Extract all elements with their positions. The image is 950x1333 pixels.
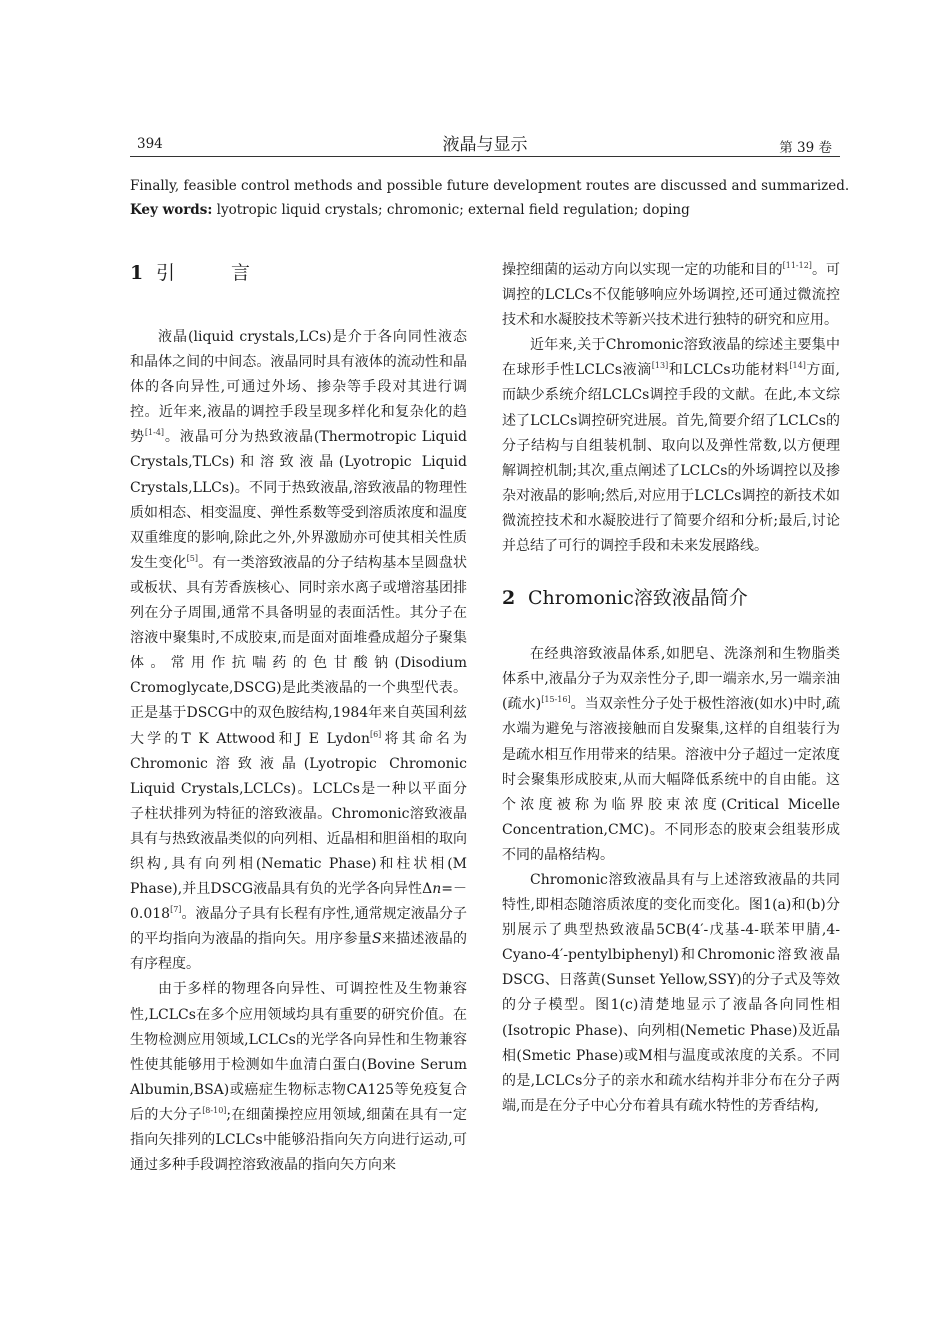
citation: [11-12] xyxy=(782,261,812,270)
paragraph: Chromonic溶致液晶具有与上述溶致液晶的共同特性,即相态随溶质浓度的变化而变化。图1(a)和(b)分别展示了典型热致液晶5CB(4′-戊基-4-联苯甲腈,4-Cyano-4′-pentylbiphenyl)和Chromonic溶致液晶DSCG、日落黄(Sunset Yellow,SSY)的分子式及等效的分子模型。图1(c)清楚地显示了液晶各向同性相(Isotropic Phase)、向列相(Nemetic Phase)及近晶相(Smetic Phase)或M相与温度或浓度的关系。不同的是,LCLCs分子的亲水和疏水结构并非分布在分子两端,而是在分子中心分布着具有疏水特性的芳香结构, xyxy=(502,871,840,1114)
right-column xyxy=(502,258,840,1119)
citation: [7] xyxy=(170,905,182,915)
section-title: Chromonic溶致液晶简介 xyxy=(528,587,748,610)
citation: [8-10] xyxy=(202,1105,227,1115)
left-column xyxy=(130,258,467,1178)
math-variable: n xyxy=(432,881,442,898)
running-header xyxy=(130,128,840,157)
keywords-line xyxy=(130,198,840,222)
page-number: 394 xyxy=(137,136,163,152)
section-heading-chromonic xyxy=(502,583,840,617)
section-number: 1 xyxy=(130,262,144,284)
paragraph: 由于多样的物理各向异性、可调控性及生物兼容性,LCLCs在多个应用领域均具有重要的研究价值。在生物检测应用领域,LCLCs的光学各向异性和生物兼容性使其能够用于检测如牛血清白蛋白(Bovine Serum Albumin,BSA)或癌症生物标志物CA125等免疫复合后的大分子[8-10];在细菌操控应用领域,细菌在具有一定指向矢排列的LCLCs中能够沿指向矢方向进行运动,可通过多种手段调控溶致液晶的指向矢方向来 xyxy=(130,981,467,1174)
section-title: 引言 xyxy=(156,262,307,284)
citation: [6] xyxy=(369,729,382,739)
citation: [13] xyxy=(651,361,669,371)
paragraph: 液晶(liquid crystals,LCs)是介于各向同性液态和晶体之间的中间态。液晶同时具有液体的流动性和晶体的各向异性,可通过外场、掺杂等手段对其进行调控。近年来,液晶的调控手段呈现多样化和复杂化的趋势[1-4]。液晶可分为热致液晶(Thermotropic Liquid Crystals,TLCs)和溶致液晶(Lyotropic Liquid Crystals,LLCs)。不同于热致液晶,溶致液晶的物理性质如相态、相变温度、弹性系数等受到溶质浓度和温度双重维度的影响,除此之外,外界激励亦可使其相关性质发生变化[5]。有一类溶致液晶的分子结构基本呈圆盘状或板状、具有芳香族核心、同时亲水离子或增溶基团排列在分子周围,通常不具备明显的表面活性。其分子在溶液中聚集时,不成胶束,而是面对面堆叠成超分子聚集体。常用作抗喘药的色甘酸钠(Disodium Cromoglycate,DSCG)是此类液晶的一个典型代表。正是基于DSCG中的双色胺结构,1984年来自英国利兹大学的T K Attwood和J E Lydon[6]将其命名为Chromonic溶致液晶(Lyotropic Chromonic Liquid Crystals,LCLCs)。LCLCs是一种以平面分子柱状排列为特征的溶致液晶。Chromonic溶致液晶具有与热致液晶类似的向列相、近晶相和胆甾相的取向织构,具有向列相(Nematic Phase)和柱状相(M Phase),并且DSCG液晶具有负的光学各向异性Δn=－0.018[7]。液晶分子具有长程有序性,通常规定液晶分子的平均指向为液晶的指向矢。用序参量S来描述液晶的有序程度。 xyxy=(130,329,468,973)
math-variable: S xyxy=(372,931,382,948)
journal-title: 液晶与显示 xyxy=(442,135,528,155)
abstract-last-sentence: Finally, feasible control methods and possible future development routes are discussed and summarized. xyxy=(130,178,850,194)
volume-label: 第 39 卷 xyxy=(779,140,832,156)
keywords-label: Key words: xyxy=(130,202,213,218)
paragraph: 近年来,关于Chromonic溶致液晶的综述主要集中在球形手性LCLCs液滴[13]和LCLCs功能材料[14]方面,而缺少系统介绍LCLCs调控手段的文献。在此,本文综述了LCLCs调控研究进展。首先,简要介绍了LCLCs的分子结构与自组装机制、取向以及弹性常数,以方便理解调控机制;其次,重点阐述了LCLCs的外场调控以及掺杂对液晶的影响;然后,对应用于LCLCs调控的新技术如微流控技术和水凝胶进行了简要介绍和分析;最后,讨论并总结了可行的调控手段和未来发展路线。 xyxy=(502,337,841,555)
keywords-text: lyotropic liquid crystals; chromonic; external field regulation; doping xyxy=(216,202,690,218)
citation: [1-4] xyxy=(144,428,165,438)
paragraph-continued: 操控细菌的运动方向以实现一定的功能和目的[11-12]。可调控的LCLCs不仅能够响应外场调控,还可通过微流控技术和水凝胶技术等新兴技术进行独特的研究和应用。 xyxy=(502,261,840,329)
section-number: 2 xyxy=(502,587,516,610)
section-heading-intro xyxy=(130,258,467,292)
citation: [15-16] xyxy=(541,695,571,705)
citation: [5] xyxy=(186,553,198,563)
paragraph: 在经典溶致液晶体系,如肥皂、洗涤剂和生物脂类体系中,液晶分子为双亲性分子,即一端亲水,另一端亲油(疏水)[15-16]。当双亲性分子处于极性溶液(如水)中时,疏水端为避免与溶液接触而自发聚集,这样的自组装行为是疏水相互作用带来的结果。溶液中分子超过一定浓度时会聚集形成胶束,从而大幅降低系统中的自由能。这个浓度被称为临界胶束浓度(Critical Micelle Concentration,CMC)。不同形态的胶束会组装形成不同的晶格结构。 xyxy=(502,646,840,863)
citation: [14] xyxy=(789,361,806,371)
abstract-tail-block xyxy=(130,174,850,222)
